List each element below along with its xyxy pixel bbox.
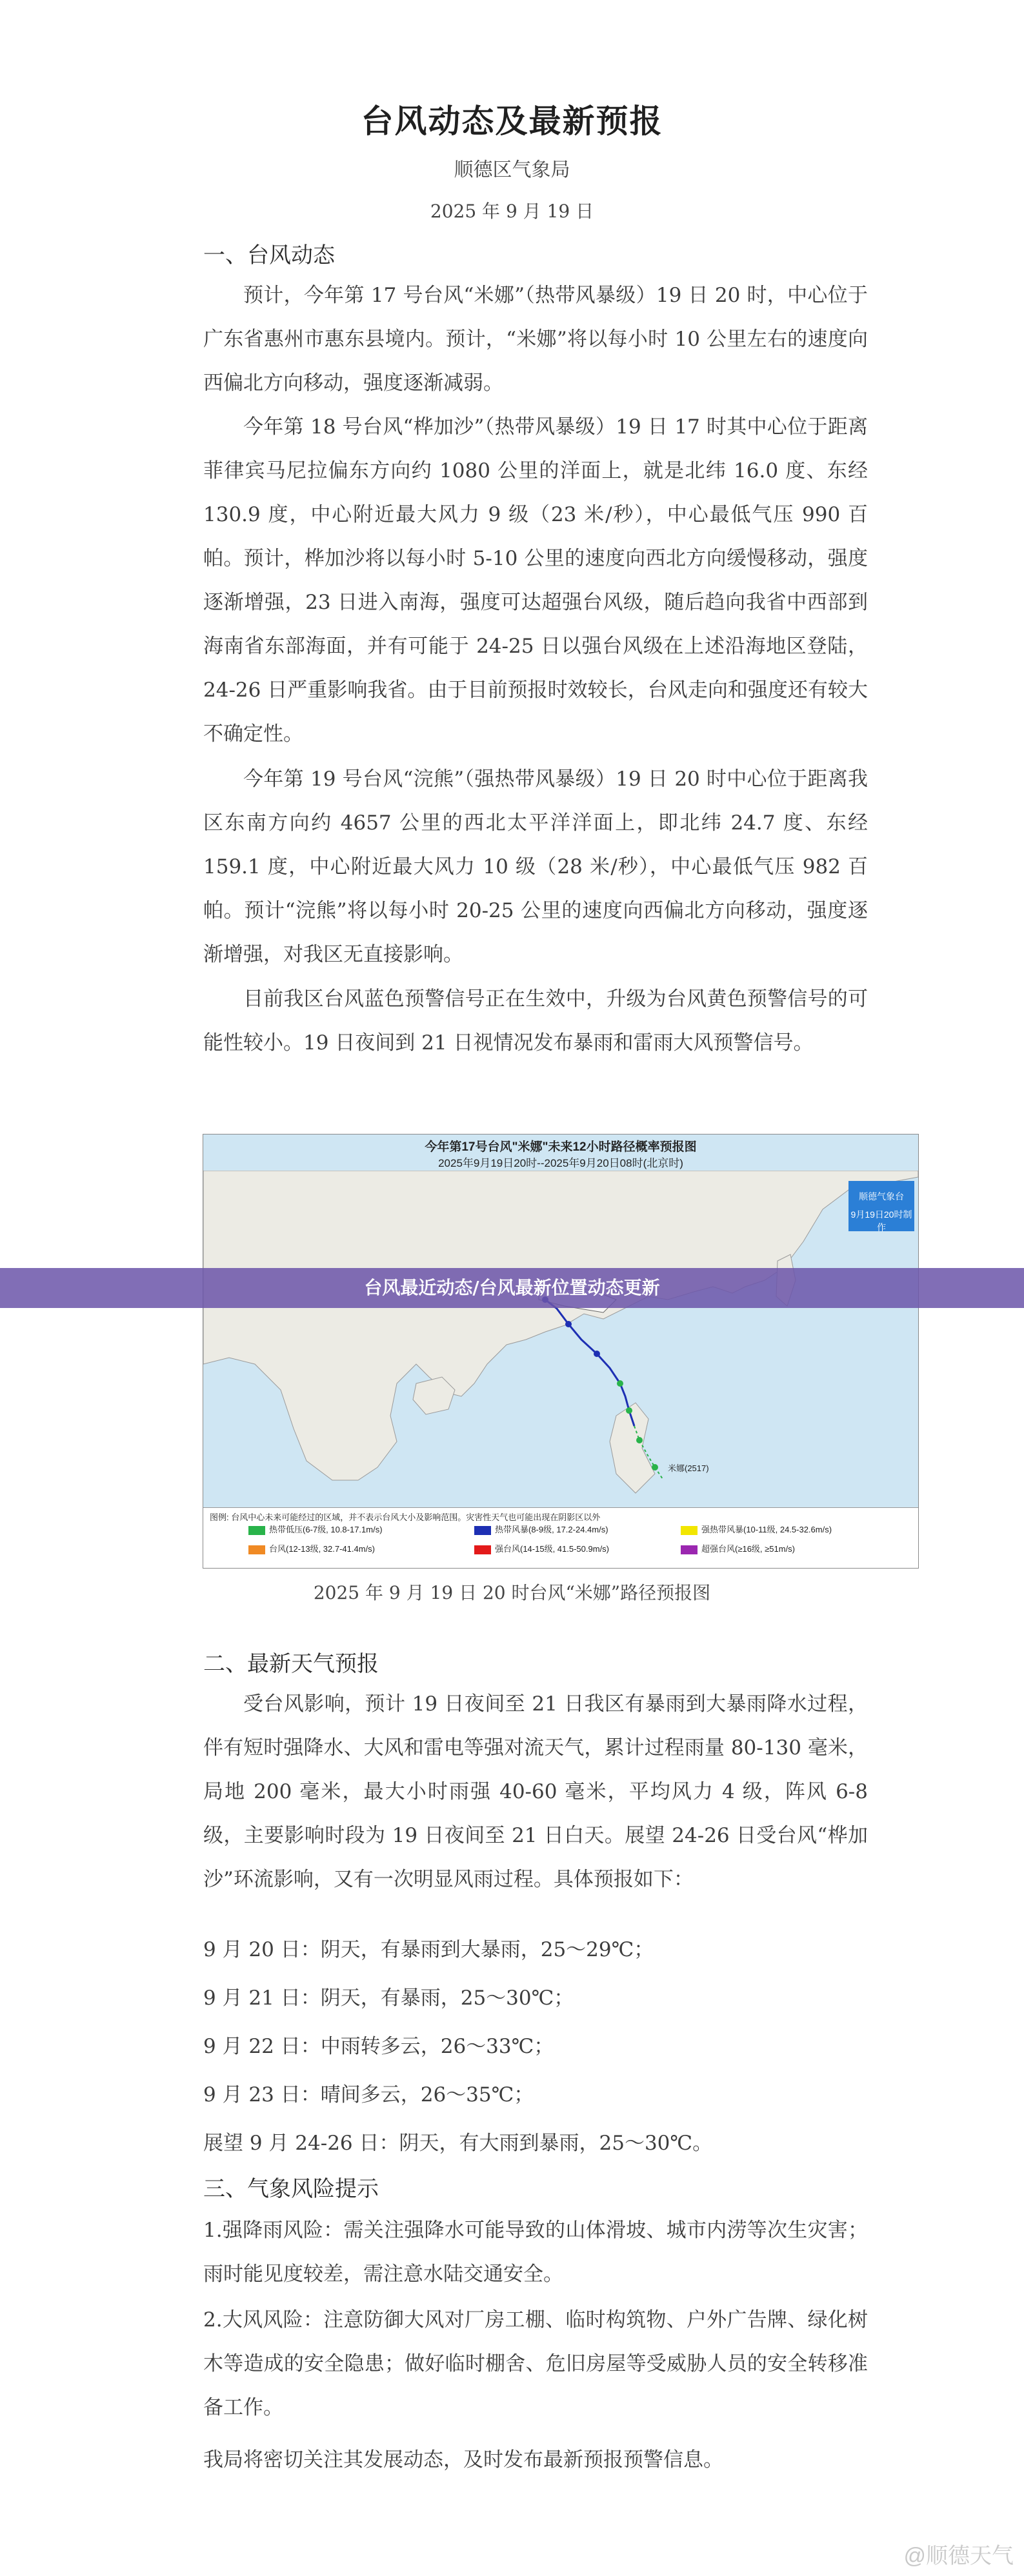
legend-item: 热带低压(6-7级, 10.8-17.1m/s)	[248, 1525, 383, 1535]
section-heading-risk: 三、气象风险提示	[203, 2176, 379, 2202]
map-subtitle: 2025年9月19日20时--2025年9月20日08时(北京时)	[438, 1157, 683, 1169]
paragraph-typhoon-19: 今年第 19 号台风“浣熊”（强热带风暴级）19 日 20 时中心位于距离我区东南方向约 4657 公里的西北太平洋洋面上，即北纬 24.7 度、东经 159.1 度，中心附近最大风力 10 级（28 米/秒），中心最低气压 982 百帕。预计“浣熊”将以每小时 20-25 公里的速度向西偏北方向移动，强度逐渐增强，对我区无直接影响。	[203, 768, 868, 966]
legend-swatch	[681, 1526, 698, 1535]
legend-swatch	[248, 1526, 265, 1535]
forecast-day: 9 月 21 日：阴天，有暴雨，25～30℃；	[203, 1986, 574, 2010]
forecast-outlook: 展望 9 月 24-26 日：阴天，有大雨到暴雨，25～30℃。	[203, 2132, 713, 2155]
legend-item: 台风(12-13级, 32.7-41.4m/s)	[248, 1544, 375, 1554]
track-point	[617, 1380, 623, 1387]
legend-swatch	[681, 1545, 698, 1554]
track-point	[652, 1464, 658, 1471]
paragraph-wind-risk: 2.大风风险：注意防御大风对厂房工棚、临时构筑物、户外广告牌、绿化树木等造成的安全隐患；做好临时棚舍、危旧房屋等受威胁人员的安全转移准备工作。	[203, 2308, 868, 2419]
track-point	[594, 1351, 600, 1357]
section-heading-typhoon-status: 一、台风动态	[203, 243, 335, 268]
issue-date: 2025 年 9 月 19 日	[430, 201, 594, 222]
track-point	[626, 1407, 632, 1414]
legend-item: 热带风暴(8-9级, 17.2-24.4m/s)	[474, 1525, 608, 1535]
forecast-day: 9 月 23 日：晴间多云，26～35℃；	[203, 2083, 534, 2106]
legend-swatch	[248, 1545, 265, 1554]
legend-note: 图例: 台风中心未来可能经过的区域，并不表示台风大小及影响范围。灾害性天气也可能出现在阴影区以外	[210, 1512, 601, 1522]
forecast-day: 9 月 20 日：阴天，有暴雨到大暴雨，25～29℃；	[203, 1938, 654, 1961]
legend-swatch	[474, 1545, 491, 1554]
brand-line-2: 9月19日20时制作	[850, 1209, 912, 1233]
paragraph-typhoon-18: 今年第 18 号台风“桦加沙”（热带风暴级）19 日 17 时其中心位于距离菲律宾马尼拉偏东方向约 1080 公里的洋面上，就是北纬 16.0 度、东经 130.9 度，中心附近最大风力 9 级（23 米/秒），中心最低气压 990 百帕。预计，桦加沙将以每小时 5-10 公里的速度向西北方向缓慢移动，强度逐渐增强，23 日进入南海，强度可达超强台风级，随后趋向我省中西部到海南省东部海面，并有可能于 24-25 日以强台风级在上述沿海地区登陆，24-26 日严重影响我省。由于目前预报时效较长，台风走向和强度还有较大不确定性。	[203, 415, 868, 746]
paragraph-warning-signal: 目前我区台风蓝色预警信号正在生效中，升级为台风黄色预警信号的可能性较小。19 日夜间到 21 日视情况发布暴雨和雷雨大风预警信号。	[203, 987, 868, 1055]
news-banner[interactable]: 台风最近动态/台风最新位置动态更新	[0, 1268, 1024, 1308]
storm-label: 米娜(2517)	[668, 1463, 709, 1473]
legend-item: 强台风(14-15级, 41.5-50.9m/s)	[474, 1544, 609, 1554]
track-point	[565, 1321, 572, 1327]
issuing-organization: 顺德区气象局	[454, 159, 570, 181]
document-title: 台风动态及最新预报	[361, 103, 663, 140]
paragraph-closing: 我局将密切关注其发展动态，及时发布最新预报预警信息。	[203, 2448, 723, 2472]
typhoon-track-map	[203, 1134, 919, 1569]
paragraph-typhoon-17: 预计，今年第 17 号台风“米娜”（热带风暴级）19 日 20 时，中心位于广东省惠州市惠东县境内。预计，“米娜”将以每小时 10 公里左右的速度向西偏北方向移动，强度逐渐减弱。	[203, 284, 868, 395]
legend-item: 超强台风(≥16级, ≥51m/s)	[681, 1544, 795, 1554]
paragraph-rain-risk: 1.强降雨风险：需关注强降水可能导致的山体滑坡、城市内涝等次生灾害；雨时能见度较差，需注意水陆交通安全。	[203, 2219, 868, 2286]
map-caption: 2025 年 9 月 19 日 20 时台风“米娜”路径预报图	[313, 1582, 711, 1603]
map-title: 今年第17号台风"米娜"未来12小时路径概率预报图	[425, 1140, 697, 1154]
weibo-watermark: @顺德天气	[903, 2544, 1014, 2568]
track-point	[636, 1437, 643, 1443]
legend-swatch	[474, 1526, 491, 1535]
map-brand-box	[848, 1181, 914, 1231]
brand-line-1: 顺德气象台	[859, 1191, 904, 1202]
paragraph-forecast: 受台风影响，预计 19 日夜间至 21 日我区有暴雨到大暴雨降水过程，伴有短时强降水、大风和雷电等强对流天气，累计过程雨量 80-130 毫米，局地 200 毫米，最大小时雨强 40-60 毫米，平均风力 4 级，阵风 6-8 级，主要影响时段为 19 日夜间至 21 日白天。展望 24-26 日受台风“桦加沙”环流影响，又有一次明显风雨过程。具体预报如下：	[203, 1692, 868, 1891]
legend-item: 强热带风暴(10-11级, 24.5-32.6m/s)	[681, 1525, 832, 1535]
section-heading-forecast: 二、最新天气预报	[203, 1651, 379, 1677]
map-legend	[203, 1507, 918, 1569]
map-graphic	[203, 1171, 918, 1507]
forecast-day: 9 月 22 日：中雨转多云，26～33℃；	[203, 2035, 554, 2058]
